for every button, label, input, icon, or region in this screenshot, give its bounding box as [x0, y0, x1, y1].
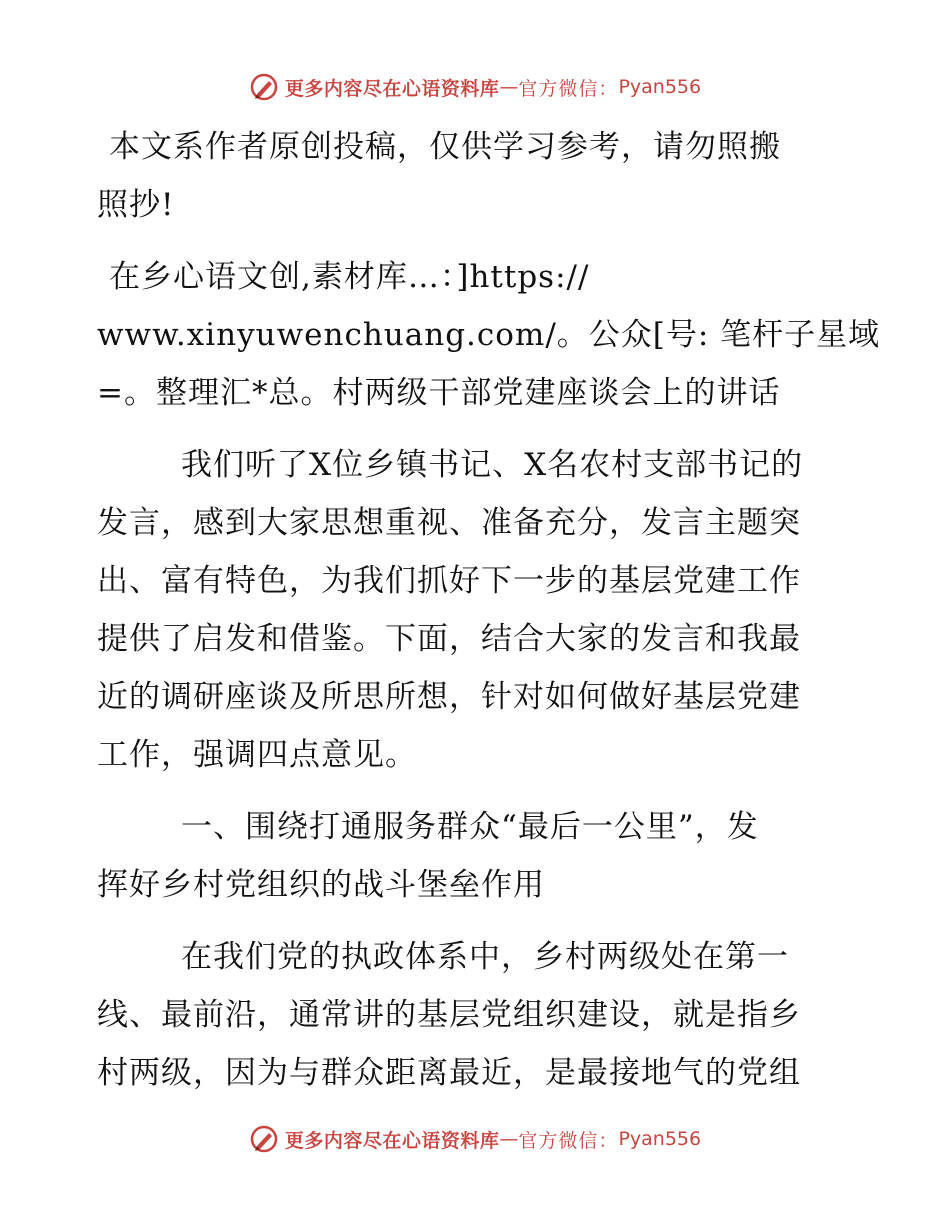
- paragraph1-line-3: 出、富有特色，为我们抓好下一步的基层党建工作: [97, 563, 801, 599]
- paragraph2-line-2: 线、最前沿，通常讲的基层党组织建设，就是指乡: [97, 997, 801, 1033]
- paragraph1-line-6: 工作，强调四点意见。: [97, 737, 417, 773]
- source-line-2: www.xinyuwenchuang.com/。公众[号: 笔杆子星域: [97, 317, 881, 353]
- paragraph2-line-3: 村两级，因为与群众距离最近，是最接地气的党组: [97, 1055, 801, 1091]
- header-brand-text: 更多内容尽在心语资料库: [284, 77, 500, 100]
- source-line-1: 在乡心语文创,素材库…：]https://: [109, 259, 590, 295]
- document-body: [97, 118, 881, 1102]
- paragraph1-line-4: 提供了启发和借鉴。下面，结合大家的发言和我最: [97, 621, 801, 657]
- heading1-line-1: 一、围绕打通服务群众“最后一公里”，发: [181, 809, 759, 845]
- pen-logo-icon: [249, 1124, 279, 1154]
- header-wechat-id: Pyan556: [618, 76, 702, 98]
- header-separator: —: [499, 76, 519, 98]
- footer-official-label: 官方微信：: [518, 1129, 619, 1152]
- paragraph1-line-5: 近的调研座谈及所思所想，针对如何做好基层党建: [97, 679, 801, 715]
- footer-separator: —: [499, 1128, 519, 1150]
- notice-line-2: 照抄!: [97, 187, 175, 223]
- notice-line-1: 本文系作者原创投稿，仅供学习参考，请勿照搬: [109, 129, 781, 165]
- header-watermark: [0, 72, 950, 102]
- source-line-3: =。整理汇*总。村两级干部党建座谈会上的讲话: [97, 375, 781, 411]
- footer-watermark: [0, 1124, 950, 1154]
- footer-brand-text: 更多内容尽在心语资料库: [284, 1129, 500, 1152]
- paragraph1-line-2: 发言，感到大家思想重视、准备充分，发言主题突: [97, 505, 801, 541]
- heading1-line-2: 挥好乡村党组织的战斗堡垒作用: [97, 867, 545, 903]
- paragraph1-line-1: 我们听了X位乡镇书记、X名农村支部书记的: [181, 447, 804, 483]
- pen-logo-icon: [249, 72, 279, 102]
- header-official-label: 官方微信：: [518, 77, 619, 100]
- paragraph2-line-1: 在我们党的执政体系中，乡村两级处在第一: [181, 939, 789, 975]
- footer-wechat-id: Pyan556: [618, 1128, 702, 1150]
